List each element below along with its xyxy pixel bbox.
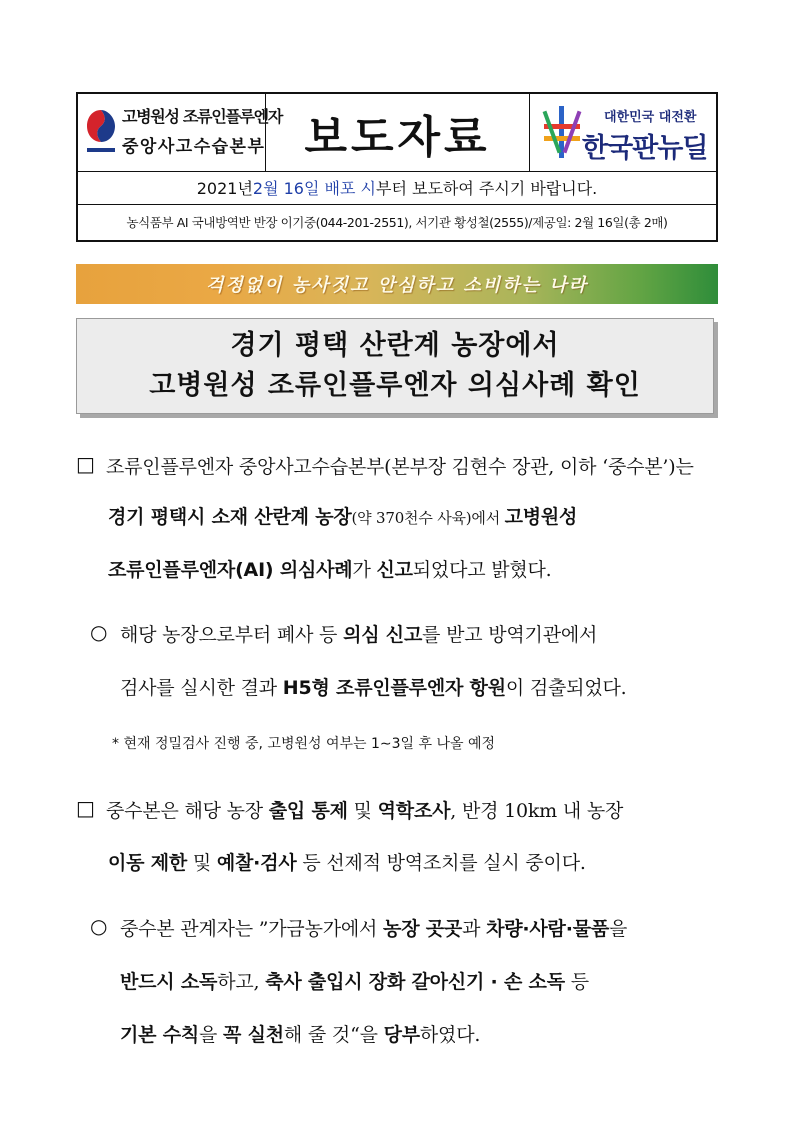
- sub2-line1: [120, 914, 627, 941]
- org-name-line1: 고병원성 조류인플루엔자: [122, 107, 282, 126]
- section1-line2: [108, 502, 577, 529]
- section1-farm-size: (약 370천수 사육)에서: [351, 509, 505, 527]
- section2-line1: [106, 796, 623, 823]
- headline-line1: 경기 평택 산란계 농장에서: [230, 330, 560, 361]
- doc-type-cell: [266, 94, 530, 171]
- circle-bullet: ○: [90, 620, 108, 644]
- section1-suspect-case: 조류인플루엔자(AI) 의심사례: [108, 559, 353, 581]
- newdeal-cell: [530, 94, 716, 171]
- sub2-text-d: 하고,: [217, 971, 266, 993]
- sub2-text-a: 중수본 관계자는 ”가금농가에서: [120, 918, 384, 940]
- header-top-row: [78, 94, 716, 172]
- section2-movement-restriction: 이동 제한: [108, 852, 188, 874]
- sub2-text-c: 을: [609, 918, 628, 940]
- section2-access-control: 출입 통제: [268, 800, 348, 822]
- sub2-line2: [120, 967, 589, 994]
- sub1-line1: [120, 620, 597, 647]
- section1-text-b: 되었다고 밝혔다.: [412, 559, 552, 581]
- section2-text-a: 중수본은 해당 농장: [106, 800, 269, 822]
- sub2-boots-hands: 축사 출입시 장화 갈아신기 · 손 소독: [265, 971, 565, 993]
- section1-hpai: 고병원성: [504, 506, 578, 528]
- org-name-line2: 중앙사고수습본부: [122, 137, 266, 157]
- headline-box: [76, 318, 714, 414]
- section2-line2: [108, 848, 586, 875]
- section1-text-a: 가: [352, 559, 377, 581]
- section2-surveillance: 예찰·검사: [216, 852, 297, 874]
- sub2-text-e: 등: [564, 971, 589, 993]
- sub2-farm-areas: 농장 곳곳: [383, 918, 463, 940]
- section1-farm-location: 경기 평택시 소재 산란계 농장: [108, 506, 352, 528]
- headline-line2: 고병원성 조류인플루엔자 의심사례 확인: [149, 370, 641, 401]
- sub1-antigen: H5형 조류인플루엔자 항원: [282, 677, 506, 699]
- sub1-text-a: 해당 농장으로부터 폐사 등: [120, 624, 344, 646]
- box-bullet-2: □: [76, 796, 95, 820]
- section2-text-e: 등 선제적 방역조치를 실시 중이다.: [296, 852, 586, 874]
- sub2-basic-rules: 기본 수칙: [120, 1024, 200, 1046]
- sub1-text-c: 검사를 실시한 결과: [120, 677, 283, 699]
- section1-line3: [108, 555, 552, 582]
- release-date: 2월 16일 배포 시: [252, 179, 376, 198]
- sub2-text-f: 을: [199, 1024, 224, 1046]
- section2-text-b: 및: [347, 800, 378, 822]
- release-prefix: 2021년: [196, 179, 253, 198]
- section2-epidemiology: 역학조사: [377, 800, 451, 822]
- sub2-text-g: 해 줄 것“을: [283, 1024, 384, 1046]
- newdeal-logo-icon: [542, 104, 582, 160]
- sub1-text-b: 를 받고 방역기관에서: [422, 624, 598, 646]
- org-cell: [78, 94, 282, 171]
- sub2-request: 당부: [383, 1024, 420, 1046]
- sub2-practice: 꼭 실천: [223, 1024, 284, 1046]
- contact-info: 농식품부 AI 국내방역반 반장 이기중(044-201-2551), 서기관 황성철(2555)/제공일: 2월 16일(총 2매): [126, 215, 668, 230]
- section1-report: 신고: [376, 559, 413, 581]
- section1-line1: [106, 452, 694, 479]
- footnote: * 현재 정밀검사 진행 중, 고병원성 여부는 1∼3일 후 나올 예정: [112, 736, 496, 752]
- section1-line1-text: 조류인플루엔자 중앙사고수습본부(본부장 김현수 장관, 이하 ‘중수본’)는: [106, 456, 694, 478]
- press-release-header: [76, 92, 718, 242]
- section2-text-d: 및: [187, 852, 217, 874]
- contact-row: [78, 204, 716, 240]
- sub1-text-d: 이 검출되었다.: [505, 677, 627, 699]
- box-bullet: □: [76, 452, 95, 476]
- release-row: [78, 171, 716, 205]
- section2-text-c: , 반경 10km 내 농장: [450, 800, 624, 822]
- sub2-must-disinfect: 반드시 소독: [120, 971, 218, 993]
- release-suffix: 부터 보도하여 주시기 바랍니다.: [375, 179, 598, 198]
- sub2-text-h: 하였다.: [419, 1024, 481, 1046]
- sub1-line2: [120, 673, 626, 700]
- sub2-vehicles-people: 차량·사람·물품: [486, 918, 610, 940]
- slogan-big: 한국판뉴딜: [582, 133, 708, 164]
- government-emblem-icon: [84, 106, 118, 158]
- slogan-small: 대한민국 대전환: [604, 110, 697, 125]
- doc-type-title: 보도자료: [304, 111, 491, 163]
- sub2-text-b: 과: [462, 918, 487, 940]
- banner-text: 걱정없이 농사짓고 안심하고 소비하는 나라: [205, 275, 589, 296]
- sub1-suspect-report: 의심 신고: [343, 624, 423, 646]
- circle-bullet-2: ○: [90, 914, 108, 938]
- sub2-line3: [120, 1020, 480, 1047]
- slogan-banner: [76, 264, 718, 304]
